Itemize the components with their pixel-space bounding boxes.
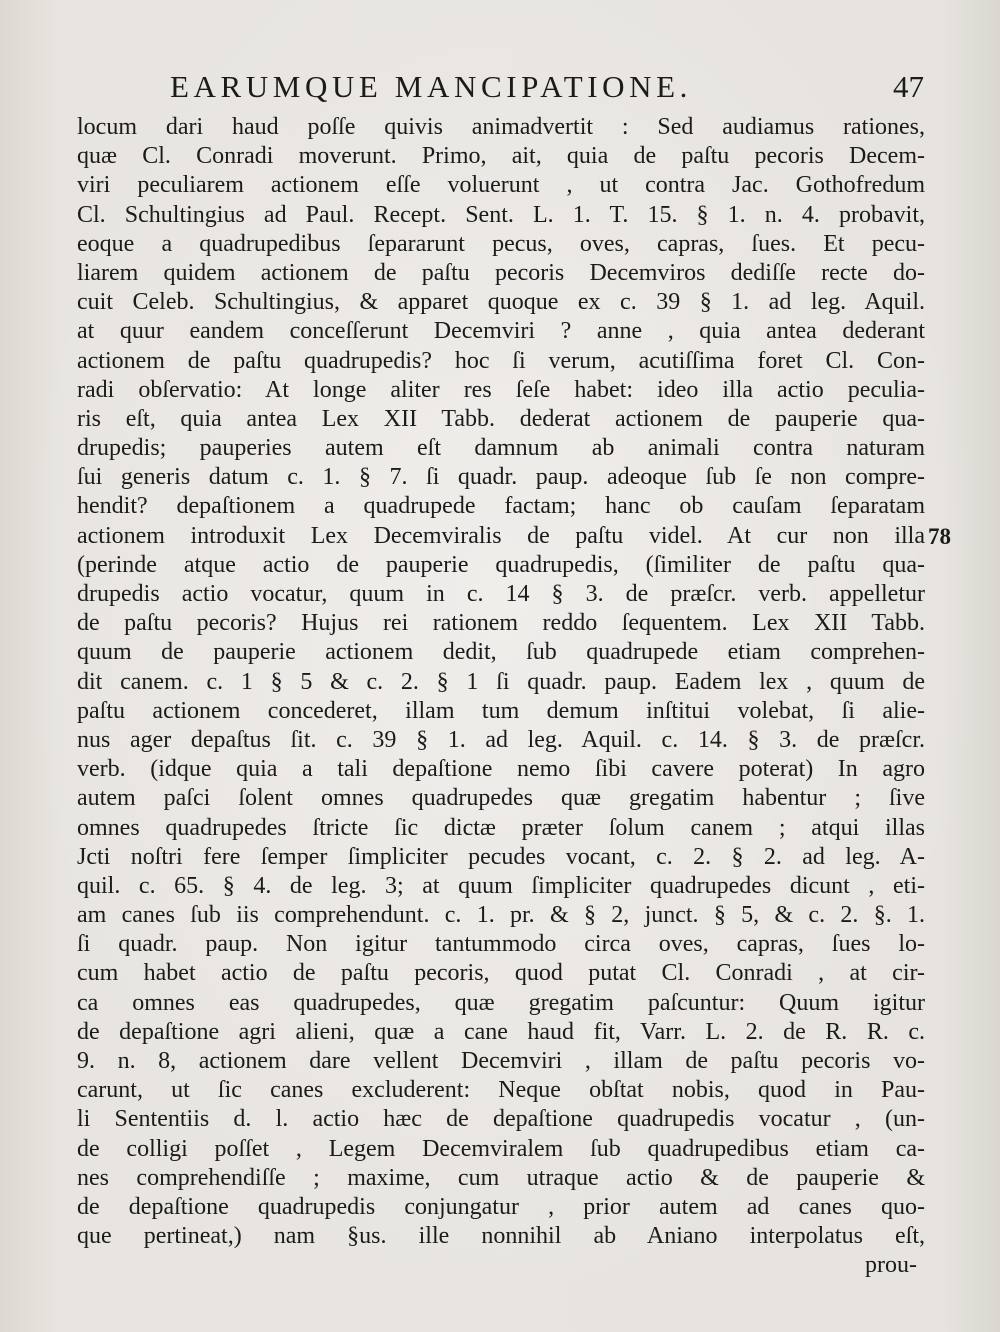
text-line: ſui generis datum c. 1. § 7. ſi quadr. paup. adeoque ſub ſe non compre-: [77, 464, 925, 491]
text-line: viri peculiarem actionem eſſe voluerunt , ut contra Jac. Gothofredum: [77, 172, 925, 199]
text-line: eoque a quadrupedibus ſepararunt pecus, oves, capras, ſues. Et pecu-: [77, 230, 925, 257]
text-line: de paſtu pecoris? Hujus rei rationem reddo ſequentem. Lex XII Tabb.: [77, 610, 925, 637]
text-line: (perinde atque actio de pauperie quadrupedis, (ſimiliter de paſtu qua-: [77, 551, 925, 578]
text-line: omnes quadrupedes ſtricte ſic dictæ præter ſolum canem ; atqui illas: [77, 814, 925, 841]
catchword: prou-: [865, 1252, 917, 1279]
page-number: 47: [893, 69, 924, 104]
text-line: quil. c. 65. § 4. de leg. 3; at quum ſimpliciter quadrupedes dicunt , eti-: [77, 872, 925, 899]
text-line: autem paſci ſolent omnes quadrupedes quæ gregatim habentur ; ſive: [77, 785, 925, 812]
text-line: carunt, ut ſic canes excluderent: Neque obſtat nobis, quod in Pau-: [77, 1077, 925, 1104]
text-line: de colligi poſſet , Legem Decemviralem ſub quadrupedibus etiam ca-: [77, 1135, 925, 1162]
text-line: locum dari haud poſſe quivis animadvertit : Sed audiamus rationes,: [77, 114, 925, 140]
text-line: actionem de paſtu quadrupedis? hoc ſi verum, acutiſſima foret Cl. Con-: [77, 347, 925, 374]
text-line: hendit? depaſtionem a quadrupede factam; hanc ob cauſam ſeparatam: [77, 493, 925, 520]
body-text: [77, 113, 925, 1281]
text-line: nus ager depaſtus ſit. c. 39 § 1. ad leg. Aquil. c. 14. § 3. de præſcr.: [77, 726, 925, 753]
text-line: quæ Cl. Conradi moverunt. Primo, ait, quia de paſtu pecoris Decem-: [77, 143, 925, 170]
text-line: Cl. Schultingius ad Paul. Recept. Sent. L. 1. T. 15. § 1. n. 4. probavit,: [77, 201, 925, 228]
text-line: nes comprehendiſſe ; maxime, cum utraque actio & de pauperie &: [77, 1164, 925, 1191]
margin-note: 78: [928, 524, 951, 549]
text-line: verb. (idque quia a tali depaſtione nemo ſibi cavere poterat) In agro: [77, 756, 925, 783]
text-line: de depaſtione quadrupedis conjungatur , prior autem ad canes quo-: [77, 1193, 925, 1220]
text-line: radi obſervatio: At longe aliter res ſeſe habet: ideo illa actio peculia-: [77, 376, 925, 403]
text-line: 9. n. 8, actionem dare vellent Decemviri , illam de paſtu pecoris vo-: [77, 1048, 925, 1074]
text-line: cuit Celeb. Schultingius, & apparet quoque ex c. 39 § 1. ad leg. Aquil.: [77, 289, 925, 316]
text-line: ca omnes eas quadrupedes, quæ gregatim paſcuntur: Quum igitur: [77, 989, 925, 1016]
text-line: at quur eandem conceſſerunt Decemviri ? anne , quia antea dederant: [77, 318, 925, 345]
text-line: ris eſt, quia antea Lex XII Tabb. dederat actionem de pauperie qua-: [77, 405, 925, 432]
text-line: liarem quidem actionem de paſtu pecoris Decemviros dediſſe recte do-: [77, 259, 925, 286]
text-line: dit canem. c. 1 § 5 & c. 2. § 1 ſi quadr. paup. Eadem lex , quum de: [77, 668, 925, 695]
page-header: [170, 62, 930, 112]
running-title: EARUMQUE MANCIPATIONE.: [170, 69, 693, 104]
text-line: drupedis actio vocatur, quum in c. 14 § 3. de præſcr. verb. appelletur: [77, 581, 925, 607]
text-line: actionem introduxit Lex Decemviralis de paſtu videl. At cur non illa: [77, 522, 925, 549]
text-line: Jcti noſtri fere ſemper ſimpliciter pecudes vocant, c. 2. § 2. ad leg. A-: [77, 843, 925, 870]
text-line: que pertineat,) nam §us. ille nonnihil ab Aniano interpolatus eſt,: [77, 1223, 925, 1250]
text-line: de depaſtione agri alieni, quæ a cane haud fit, Varr. L. 2. de R. R. c.: [77, 1018, 925, 1045]
text-line: ſi quadr. paup. Non igitur tantummodo circa oves, capras, ſues lo-: [77, 931, 925, 958]
text-line: drupedis; pauperies autem eſt damnum ab animali contra naturam: [77, 435, 925, 462]
text-line: li Sententiis d. l. actio hæc de depaſtione quadrupedis vocatur , (un-: [77, 1106, 925, 1133]
text-line: paſtu actionem concederet, illam tum demum inſtitui volebat, ſi alie-: [77, 697, 925, 724]
text-line: cum habet actio de paſtu pecoris, quod putat Cl. Conradi , at cir-: [77, 960, 925, 987]
text-line: am canes ſub iis comprehendunt. c. 1. pr. & § 2, junct. § 5, & c. 2. §. 1.: [77, 902, 925, 929]
text-line: quum de pauperie actionem dedit, ſub quadrupede etiam comprehen-: [77, 639, 925, 666]
